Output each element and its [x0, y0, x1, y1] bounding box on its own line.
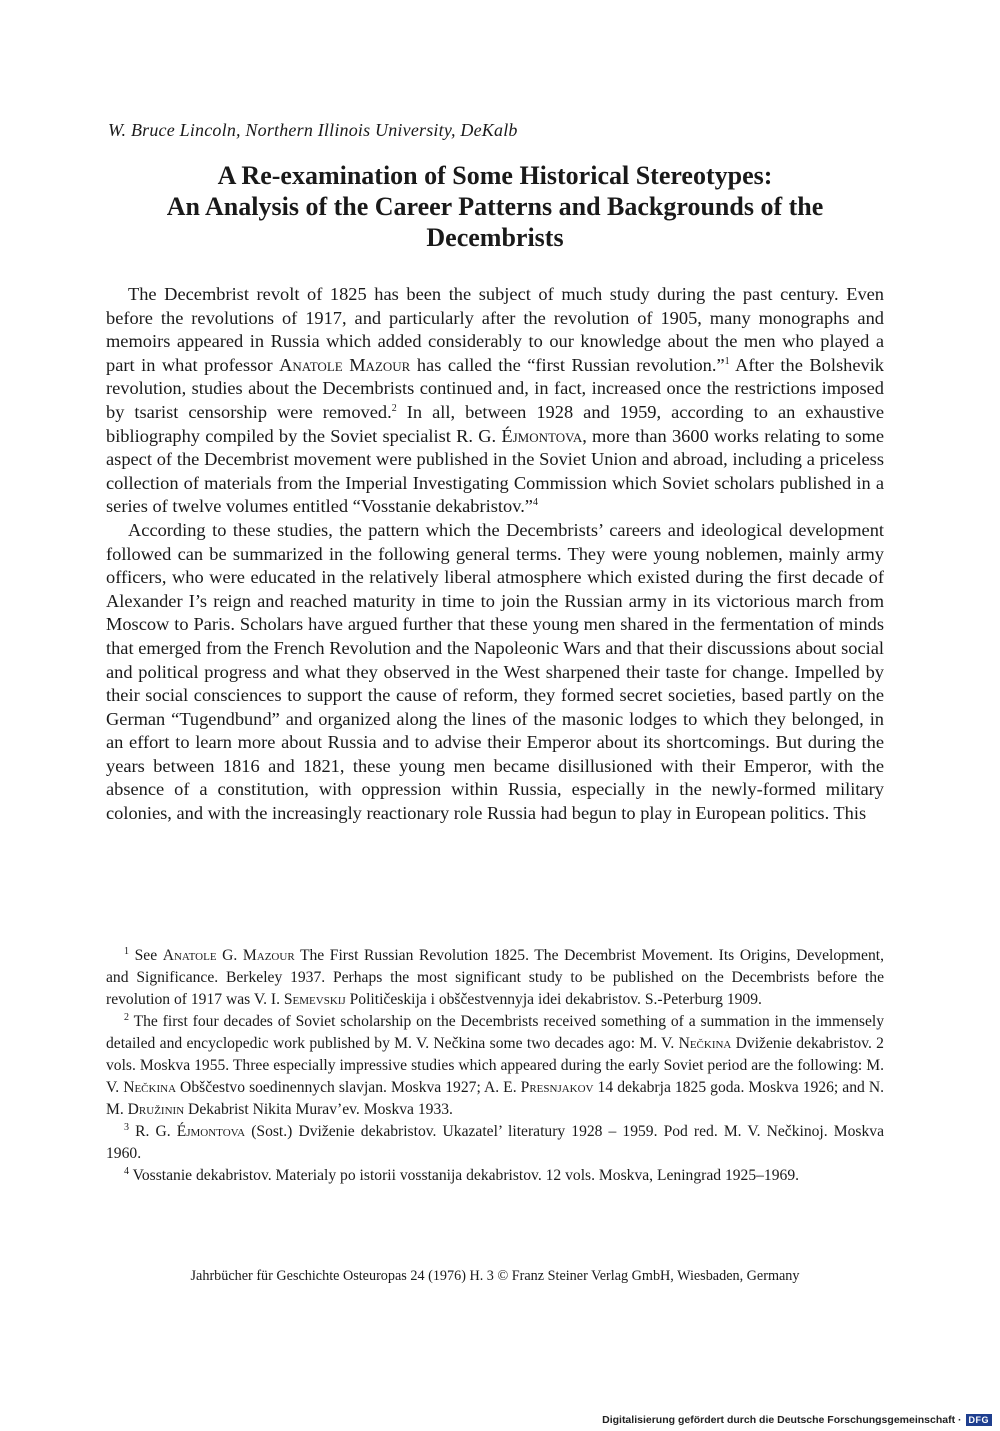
title-line-3: Decembrists [426, 223, 564, 252]
dfg-logo: DFG [966, 1414, 993, 1426]
dfg-credit-text: Digitalisierung gefördert durch die Deutsche Forschungsgemeinschaft · [602, 1414, 962, 1426]
footnote-1-text-a: See [129, 947, 163, 964]
footnote-mark-1: 1 [124, 945, 129, 957]
footnote-2-text-b: Dviženie dekabristov. 2 vols. Moskva 1955. Three especially impressive studies which appeared during the early Soviet period are the following: M. V. [106, 1035, 884, 1096]
author-name-mazour: Anatole Mazour [279, 354, 411, 375]
paragraph-2: According to these studies, the pattern which the Decembrists’ careers and ideological development followed can be summarized in the following general terms. They were young noblemen, mainly army officers, who were educated in the relatively liberal atmosphere which existed during the first decade of Alexander I’s reign and reached maturity in time to join the Russian army in its victorious march from Moscow to Paris. Scholars have argued further that these young men shared in the fermentation of minds that emerged from the French Revolution and the Napoleonic Wars and that their discussions about social and political progress and what they observed in the West sharpened their taste for change. Impelled by their social consciences to support the cause of reform, they formed secret societies, based partly on the German “Tugendbund” and organized along the lines of the masonic lodges to which they belonged, in an effort to learn more about Russia and to advise their Emperor about its shortcomings. But during the years between 1816 and 1821, these young men became disillusioned with their Emperor, with the absence of a constitution, with oppression within Russia, especially in the newly-formed military colonies, and with the increasingly reactionary role Russia had begun to play in European politics. This [106, 519, 884, 824]
para1-text-d: In all, between 1928 and 1959, according to an exhaustive bibliography compiled by the Soviet specialist R. G. [106, 401, 884, 446]
para1-text-e: , more than 3600 works relating to some aspect of the Decembrist movement were published in the Soviet Union and abroad, including a priceless collection of materials from the Imperial Investigating Commission which Soviet scholars published in a series of twelve volumes entitled “Vosstanie dekabristov.” [106, 425, 884, 517]
footnote-ref-2[interactable]: 2 [391, 402, 397, 414]
footnote-1-author-1: Anatole G. Mazour [162, 947, 295, 964]
footnote-2 [106, 1011, 884, 1121]
footnote-2-author-3: Presnjakov [520, 1079, 594, 1096]
footnote-3-text-b: (Sost.) Dviženie dekabristov. Ukazatel’ literatury 1928 – 1959. Pod red. M. V. Nečkinoj. Moskva 1960. [106, 1123, 884, 1162]
footnote-2-text-a: The first four decades of Soviet scholarship on the Decembrists received something of a summation in the immensely detailed and encyclopedic work published by M. V. Nečkina some two decades ago: M. V. [106, 1013, 884, 1052]
footnote-2-text-e: Dekabrist Nikita Murav’ev. Moskva 1933. [184, 1101, 453, 1118]
footnote-2-author-4: Družinin [127, 1101, 185, 1118]
footnote-2-author-1: Nečkina [678, 1035, 732, 1052]
footnote-ref-4[interactable]: 4 [532, 497, 538, 509]
title-line-1: A Re-examination of Some Historical Stereotypes: [217, 161, 773, 190]
footnote-mark-2: 2 [124, 1011, 129, 1023]
para1-text-c: After the Bolshevik revolution, studies about the Decembrists continued and, in fact, increased once the restrictions imposed by tsarist censorship were removed. [106, 354, 884, 422]
footnote-3-text-a: R. G. [129, 1123, 177, 1140]
article-title [100, 160, 890, 253]
footnote-1-text-b: The First Russian Revolution 1825. The Decembrist Movement. Its Origins, Development, and Significance. Berkeley 1937. Perhaps the most significant study to be published on the Decembrists before the revolution of 1917 was V. I. [106, 947, 885, 1008]
footnote-4-text-a: Vosstanie dekabristov. Materialy po istorii vosstanija dekabristov. 12 vols. Moskva, Leningrad 1925–1969. [129, 1167, 800, 1184]
footnote-2-author-2: Nečkina [123, 1079, 177, 1096]
footnote-1-author-2: Semevskij [283, 991, 346, 1008]
footnote-ref-1[interactable]: 1 [724, 355, 730, 367]
footnote-1 [106, 945, 884, 1011]
footnote-mark-3: 3 [124, 1121, 129, 1133]
footnote-2-text-c: Obščestvo soedinennych slavjan. Moskva 1927; A. E. [176, 1079, 521, 1096]
footnote-2-text-d: 14 dekabrja 1825 goda. Moskva 1926; and N. M. [106, 1079, 884, 1118]
footnote-3-author-1: Éjmontova [176, 1123, 246, 1140]
body-text [106, 283, 884, 826]
author-line: W. Bruce Lincoln, Northern Illinois University, DeKalb [108, 120, 518, 140]
para1-text-b: has called the “first Russian revolution.” [410, 354, 725, 375]
footnotes [106, 945, 884, 1187]
paragraph-1 [106, 283, 884, 519]
footnote-3 [106, 1121, 884, 1165]
author-name-ejmontova: Éjmontova [501, 425, 583, 446]
para1-text-a: The Decembrist revolt of 1825 has been the subject of much study during the past century. Even before the revolutions of 1917, and particularly after the revolution of 1905, many monographs and memoirs appeared in Russia which added considerably to our knowledge about the men who played a part in what professor [106, 284, 884, 375]
title-line-2: An Analysis of the Career Patterns and Backgrounds of the [166, 192, 824, 221]
dfg-credit [602, 1414, 992, 1426]
footnote-4 [106, 1165, 884, 1187]
journal-citation: Jahrbücher für Geschichte Osteuropas 24 (1976) H. 3 © Franz Steiner Verlag GmbH, Wiesbaden, Germany [190, 1268, 800, 1284]
footnote-mark-4: 4 [124, 1165, 129, 1177]
footnote-1-text-c: Političeskija i obščestvennyja idei dekabristov. S.-Peterburg 1909. [345, 991, 762, 1008]
